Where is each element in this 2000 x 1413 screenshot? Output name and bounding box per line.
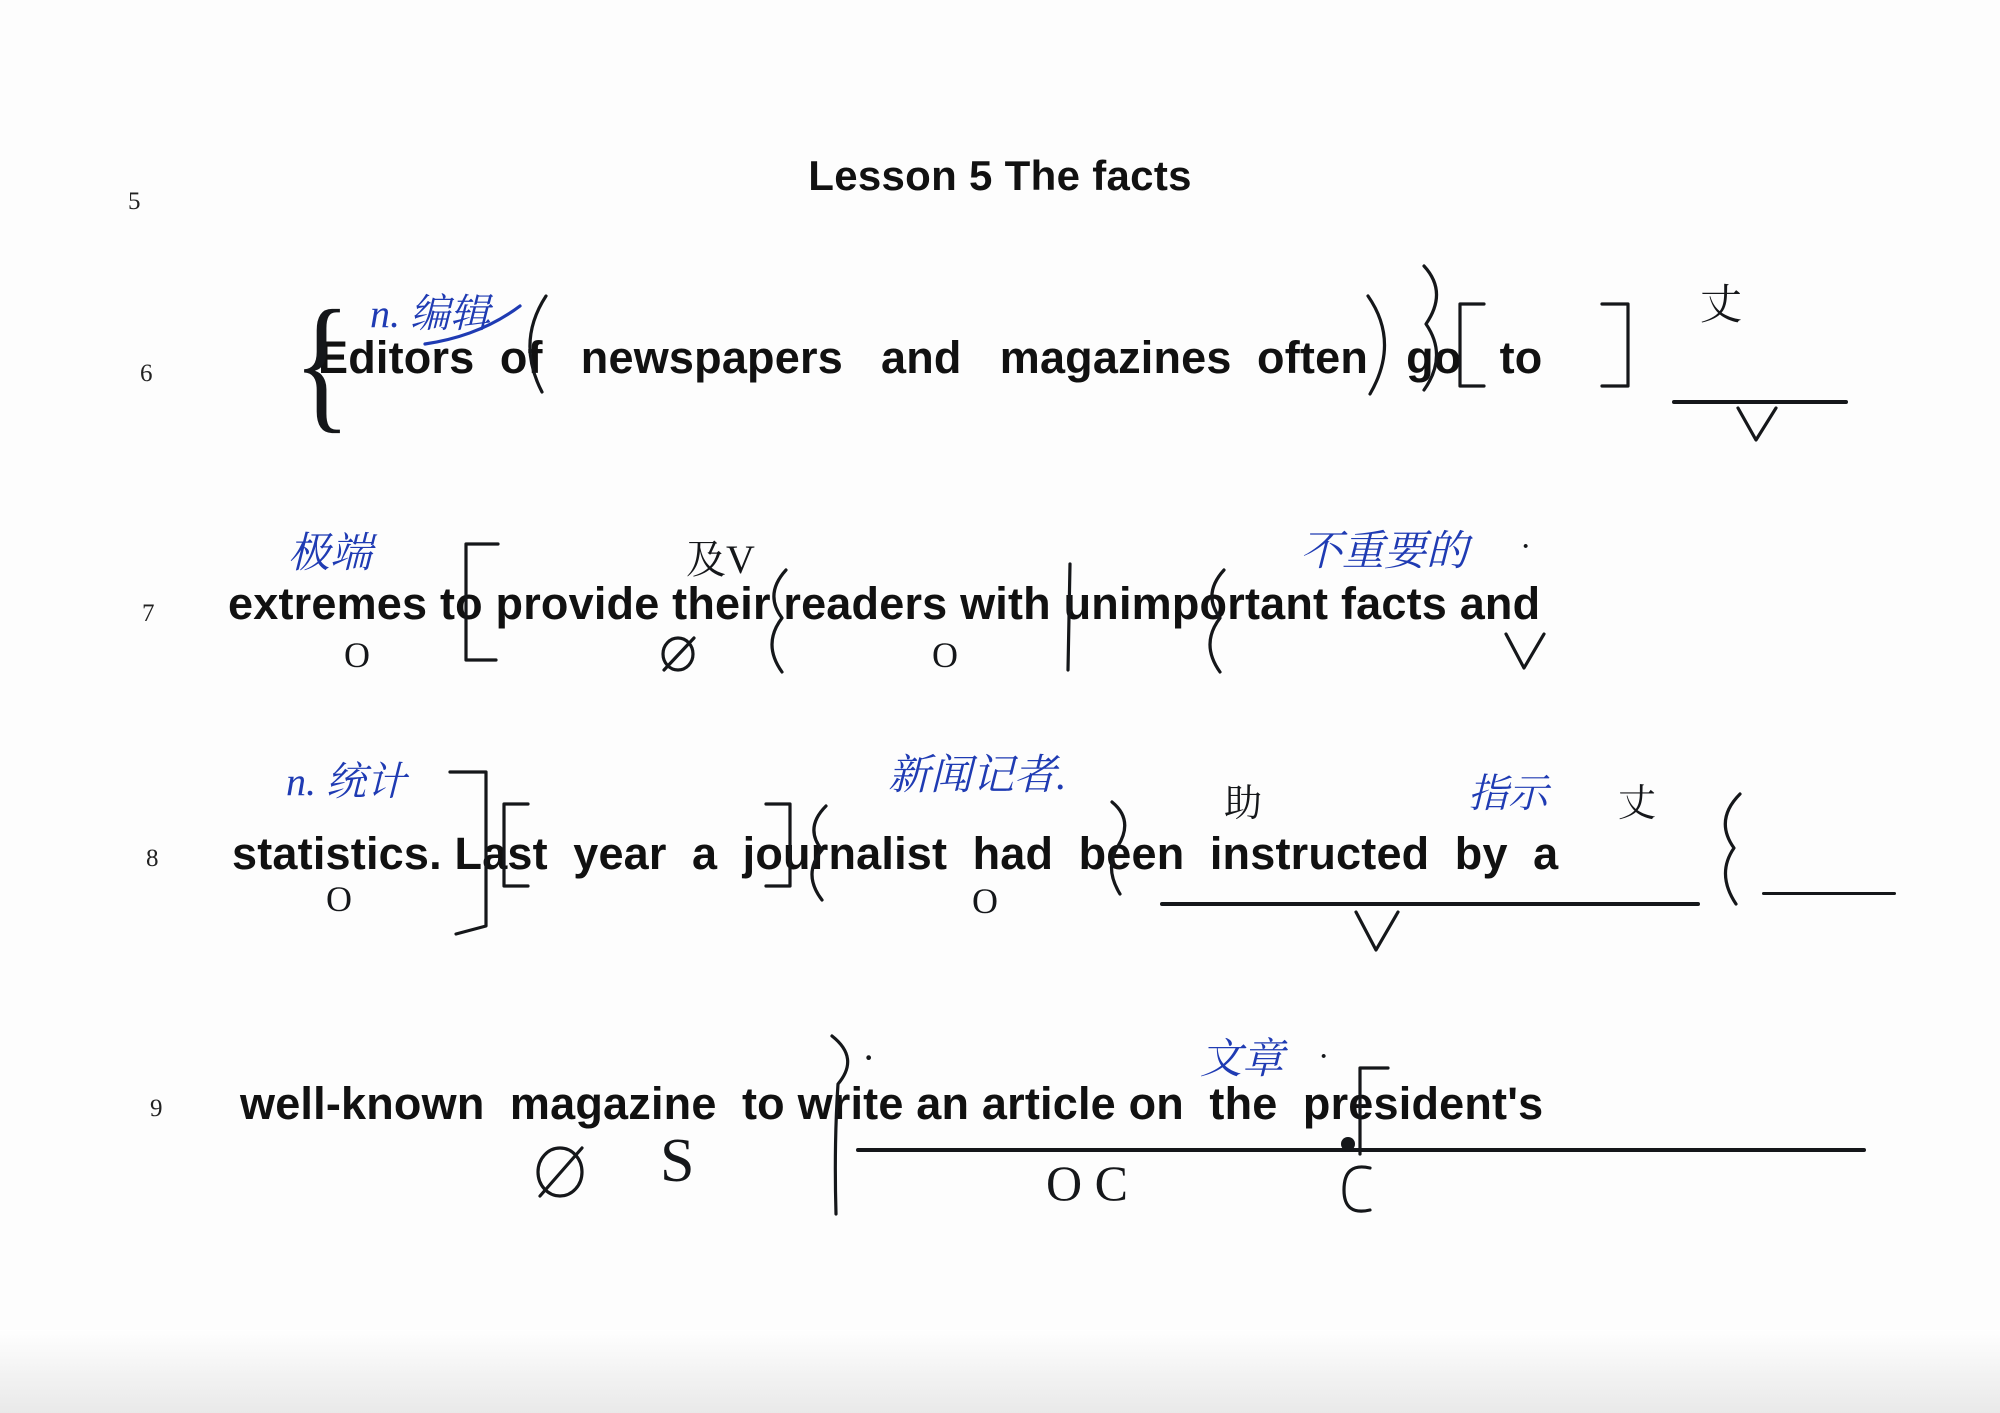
line-number-8: 8 [146,845,159,872]
object-mark-provide [656,632,710,686]
annotation-provide-marker: 及V [686,537,755,582]
page-bottom-shadow [0,1330,2000,1413]
bracket-after-extremes [452,538,512,678]
object-mark-magazine [528,1140,608,1220]
annotation-extremes-gloss: 极端 [288,531,373,577]
brace-after-instructed [1700,790,1754,910]
verb-mark-unimportant [1500,630,1560,682]
brace-before-their-readers [752,566,802,676]
underline-had-been-instructed [1160,902,1700,906]
page-title: Lesson 5 The facts [808,152,1192,199]
verb-mark-line6 [1732,404,1792,454]
object-mark-journalist: O [972,881,998,921]
paren-close-magazines [1360,292,1420,402]
bracket-after-statistics [440,766,500,946]
line-number-9: 9 [150,1095,163,1122]
object-mark-extremes: O [344,635,370,675]
text-line-6: Editors of newspapers and magazines often go to [318,332,1543,383]
brace-after-journalist [1104,796,1144,906]
object-mark-statistics: O [326,879,352,919]
annotation-unimportant-gloss: 不重要的 [1300,529,1469,575]
line-number-5: 5 [128,188,141,215]
verb-mark-line8 [1350,908,1414,964]
bracket-open-last-year [492,800,542,900]
brace-before-journalist [792,802,842,902]
text-line-7: extremes to provide their readers with unimportant facts and [228,578,1541,629]
annotation-had-been-marker: 助 [1224,783,1263,825]
bracket-open-often [1450,300,1500,400]
node-dot-on [1332,1128,1372,1218]
dot-after-magazine-brace: · [862,1035,876,1080]
annotation-go-marker: 丈 [1700,283,1743,329]
annotation-instructed-gloss: 指示 [1468,771,1548,816]
object-complement-mark: O C [1046,1155,1128,1211]
dot-after-unimportant-gloss: · [1520,528,1532,565]
annotation-editors-gloss: n. 编辑 [370,291,490,336]
annotation-instructed-marker: 丈 [1618,783,1657,825]
annotation-article-gloss: 文章 [1200,1037,1285,1083]
annotation-statistics-gloss: n. 统计 [286,759,406,804]
brace-after-with [1190,566,1240,676]
annotation-journalist-gloss: 新闻记者. [888,753,1067,799]
divider-after-readers [1056,560,1086,680]
text-line-8: statistics. Last year a journalist had been instructed by a [232,828,1559,879]
bracket-close-often [1596,300,1646,400]
text-line-9: well-known magazine to write an article on the president's [240,1078,1544,1129]
underline-by-a [1762,892,1896,895]
dot-after-article-gloss: · [1318,1038,1330,1075]
paren-open-of [500,290,560,400]
line-number-6: 6 [140,360,153,387]
object-mark-readers: O [932,635,958,675]
line-number-7: 7 [142,600,155,627]
brace-open-line6: { [293,280,351,446]
subject-mark-line9: S [660,1127,695,1195]
